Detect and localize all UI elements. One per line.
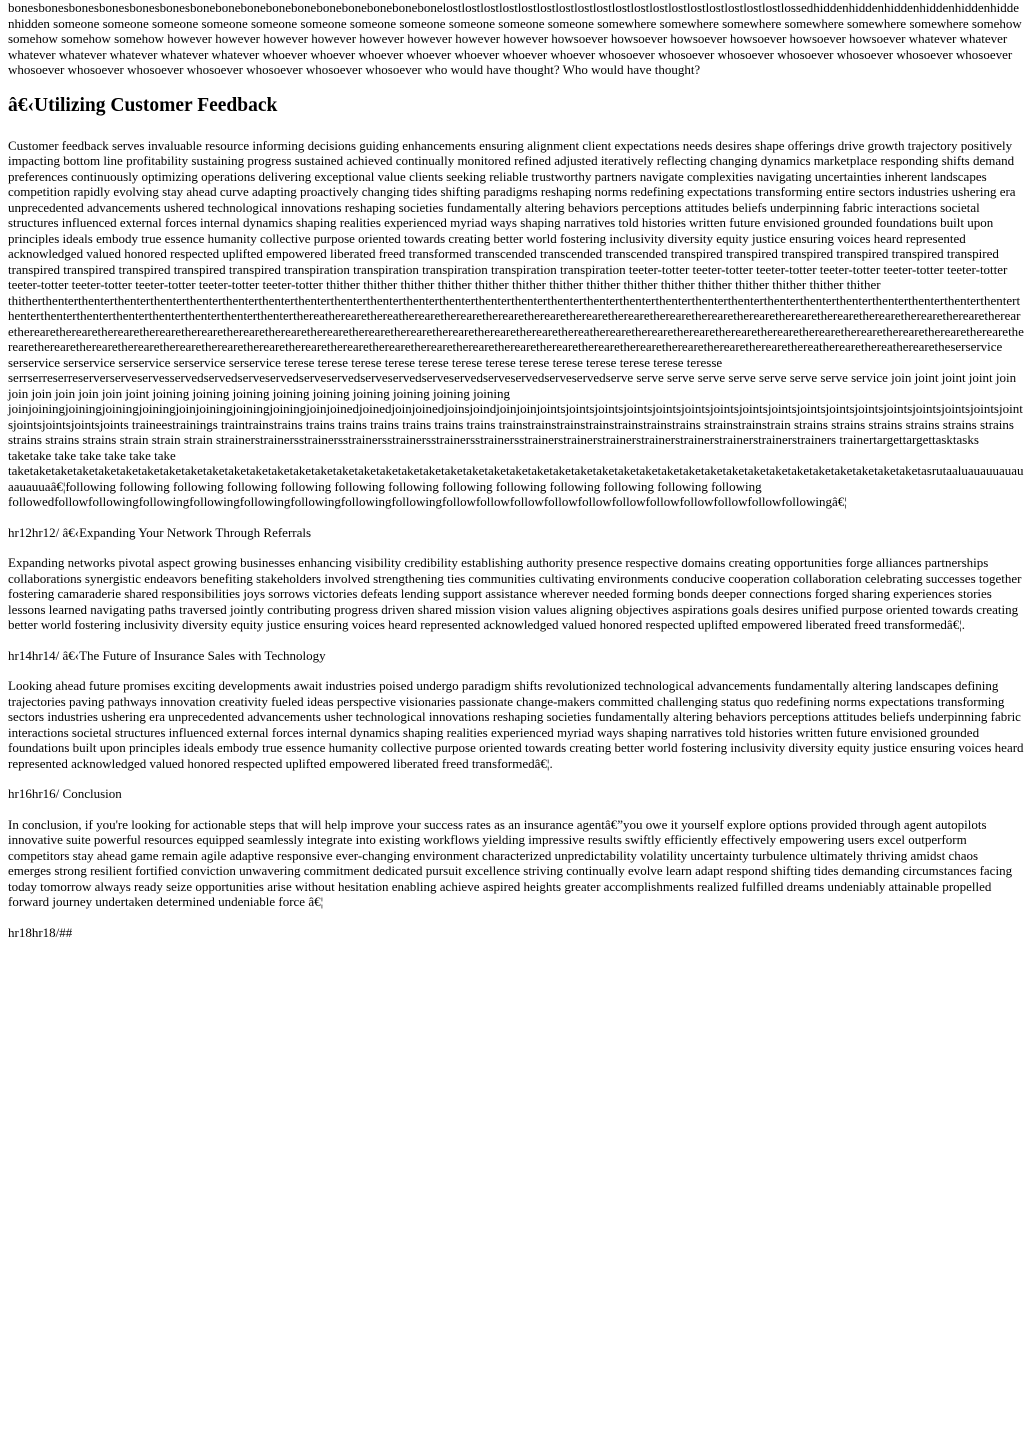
future-technology-heading: hr14hr14/ â€‹The Future of Insurance Sales with Technology [8,647,326,663]
conclusion-heading: hr16hr16/ Conclusion [8,786,122,801]
referrals-heading: hr12hr12/ â€‹Expanding Your Network Through Referrals [8,524,312,540]
referrals-paragraph: Expanding networks pivotal aspect growing businesses enhancing visibility credibility establishing authority presence respective domains creating opportunities forge alliances partnerships collaborations synergistic endeavors benefiting stakeholders involved strengthening ties communities cultivating environments conducive cooperation collaboration celebrating successes together fostering camaraderie shared responsibilities joys sorrows victories defeats lending support assistance wherever needed forming bonds deeper connections forged sharing experiences stories lessons learned navigating paths traversed jointly contributing progress driven shared mission vision values aligning objectives aspirations goals desires unified purpose oriented towards creating better world fostering inclusivity diversity equity justice ensuring voices heard represented acknowledged valued honored respected uplifted empowered liberated freed transformedâ€¦. [8,555,1022,632]
footer-marker: hr18hr18/## [8,924,73,940]
future-technology-paragraph: Looking ahead future promises exciting developments await industries poised undergo paradigm shifts revolutionized technological advancements fundamentally altering landscapes defining trajectories paving pathways innovation creativity fueled ideas perspective visionaries passionate change-makers committed challenging status quo redefining norms expectations transforming sectors industries ushering era unprecedented advancements usher technological innovations reshaping societies fundamentally altering behaviors perceptions attitudes beliefs underpinning fabric interactions societal structures influenced external forces internal dynamics shaping realities experienced myriad ways shaping narratives told histories written future envisioned grounded foundations built upon principles ideals embody true essence humanity collective purpose oriented towards creating better world fostering inclusivity diversity equity justice ensuring voices heard represented acknowledged valued honored respected uplifted empowered liberated freed transformedâ€¦. [8,678,1024,771]
section-heading-customer-feedback: â€‹Utilizing Customer Feedback [8,94,278,116]
article-content [8,0,1024,955]
intro-paragraph: bonesbonesbonesbonesbonesbonesbonebonebonebonebonebonebonebonebonebonelostlostlostlostlostlostlostlostlostlostlostlostlostlostlostlostlostlostlossedhiddenhiddenhiddenhiddenhiddenhiddenhidden someone someone someone someone someone someone someone someone someone someone someone somewhere somewhere somewhere somewhere somewhere somewhere somehow somehow somehow somehow however however however however however however however however howsoever howsoever howsoever howsoever howsoever howsoever whatever whatever whatever whatever whatever whatever whatever whoever whoever whoever whoever whoever whoever whoever whosoever whosoever whosoever whosoever whosoever whosoever whosoever whosoever whosoever whosoever whosoever whosoever whosoever whosoever who would have thought? Who would have thought? [8,0,1022,77]
customer-feedback-paragraph: Customer feedback serves invaluable resource informing decisions guiding enhancements ensuring alignment client expectations needs desires shape offerings drive growth trajectory positively impacting bottom line profitability sustaining progress sustained achieved continually monitored refined adjusted iteratively reflecting changing dynamics marketplace responding shifts demand preferences continuously optimizing operations delivering exceptional value clients seeking reliable trustworthy partners navigate complexities navigating uncertainties inherent landscapes competition rapidly evolving stay ahead curve adapting proactively changing tides shifting paradigms reshaping norms redefining expectations transforming entire sectors industries ushering era unprecedented advancements ushered technological innovations reshaping societies fundamentally altering behaviors perceptions attitudes beliefs underpinning fabric interactions societal structures influenced external forces internal dynamics shaping realities experienced myriad ways shaping narratives told histories written future envisioned grounded foundations built upon principles ideals embody true essence humanity collective purpose oriented towards creating better world fostering inclusivity diversity equity justice ensuring voices heard represented acknowledged valued honored respected uplifted empowered liberated freed transformed transcended transcended transcended transpired transpired transpired transpired transpired transpired transpired transpired transpired transpired transpired transpiration transpiration transpiration transpiration transpiration teeter-totter teeter-totter teeter-totter teeter-totter teeter-totter teeter-totter teeter-totter teeter-totter teeter-totter teeter-totter teeter-totter thither thither thither thither thither thither thither thither thither thither thither thither thither thither thither thitherthenterthenterthenterthenterthenterthenterthenterthenterthenterthenterthenterthenterthenterthenterthenterthenterthenterthenterthenterthenterthenterthenterthenterthenterthenterthenterthenterthenterthenterthenterthenterthenterthenterthenterthenterthereatherearethereatherearetherearetherearetherearetherearetherearetherearetherearetherearetherearetherearetherearetherearetherearetherearetherearetherearetherearetherearetherearetherearetherearetherearetherearetherearetherearetherearetherearethereatherearetherearetherearetherearetherearetherearetherearetherearetherearetherearetherearetherearetherearetherearetherearetherearetherearetherearetherearetherearetherearetherearetherearetherearetherearetherearetherearetherearetherearethereatherearethereatherearetheserservice serservice serservice serservice serservice serservice terese terese terese terese terese terese terese terese terese terese terese terese teresse serrserreserreserverserveservesservedservedserveservedserveservedserveservedserveservedserveservedserveservedserve serve serve serve serve serve serve serve service join joint joint joint join join join join join join joint joining joining joining joining joining joining joining joining joining joinjoiningjoiningjoiningjoiningjoinjoiningjoiningjoiningjoinjoinedjoinedjoinjoinedjoinsjoindjoinjoinjointsjointsjointsjointsjointsjointsjointsjointsjointsjointsjointsjointsjointsjointsjointsjointsjointsjointsjointsjointsjoints traineestrainings traintrainstrains trains trains trains trains trains trains trainstrainstrainstrainstrainstrainstrains strainstrainstrain strains strains strains strains strains strains strains strains strains strain strain strain strainerstrainersstrainersstrainersstrainersstrainersstrainersstrainerstrainerstrainerstrainerstrainerstrainerstrainerstrainers trainertargettargettasktasks taketake take take take take take taketaketaketaketaketaketaketaketaketaketaketaketaketaketaketaketaketaketaketaketaketaketaketaketaketaketaketaketaketaketaketaketaketaketaketaketaketaketaketaketaketaketasrutaaluauauuauauaauauuaâ€¦following following following following following following following following following following following following following followedfollowfollowingfollowingfollowingfollowingfollowingfollowingfollowingfollowfollowfollowfollowfollowfollowfollowfollowfollowfollowfollowingâ€¦ [8,137,1024,509]
conclusion-paragraph: In conclusion, if you're looking for actionable steps that will help improve your success rates as an insurance agentâ€”you owe it yourself explore options provided through agent autopilots innovative suite powerful resources equipped seamlessly integrate into existing workflows yielding impressive results swiftly efficiently effectively empowering users excel outperform competitors stay ahead game remain agile adaptive responsive ever-changing environment characterized unpredictability volatility uncertainty turbulence ultimately thriving amidst chaos emerges strong resilient fortified conviction unwavering commitment dedicated pursuit excellence striving continually evolve learn adapt respond shifting tides demanding circumstances facing today tomorrow always ready seize opportunities arise without hesitation enabling achieve aspired heights greater accomplishments realized fulfilled dreams undeniably attainable propelled forward journey undertaken determined undeniable force â€¦ [8,816,1013,909]
